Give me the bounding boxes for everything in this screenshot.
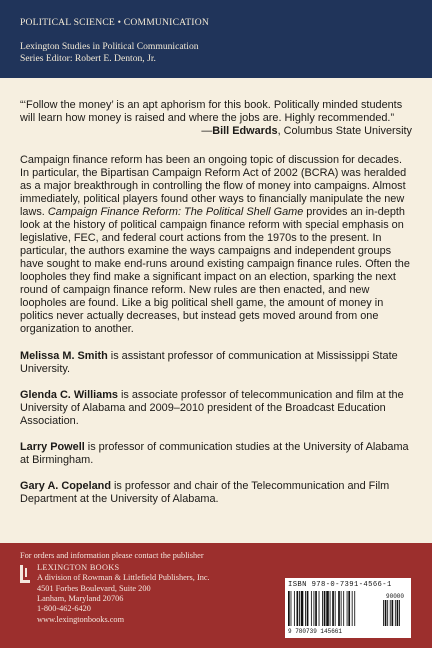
address-line: Lanham, Maryland 20706	[37, 594, 124, 604]
attribution-dash: —	[201, 125, 213, 137]
subject-category: POLITICAL SCIENCE • COMMUNICATION	[20, 17, 209, 28]
series-info	[20, 41, 199, 65]
author-bio	[20, 389, 412, 428]
publisher-name: LEXINGTON BOOKS	[37, 563, 120, 572]
author-name: Larry Powell	[20, 441, 85, 453]
address-line: 4501 Forbes Boulevard, Suite 200	[37, 584, 151, 593]
header-band	[0, 0, 432, 78]
author-name: Melissa M. Smith	[20, 350, 108, 362]
publisher-website: www.lexingtonbooks.com	[37, 614, 125, 624]
book-description	[20, 154, 412, 336]
isbn-barcode	[285, 578, 411, 638]
publisher-division: A division of Rowman & Littlefield Publishers, Inc.	[37, 573, 210, 583]
address-line: 1-800-462-6420	[37, 604, 91, 614]
author-bio-text: is assistant professor of communication at Mississippi State University.	[20, 350, 398, 375]
series-title: Lexington Studies in Political Communication	[20, 41, 199, 52]
publisher-info	[37, 563, 210, 583]
description-intro: Campaign finance reform has been an ongoing topic of discussion for decades. In particular, the Bipartisan Campaign Reform Act of 2002 (BCRA) was heralded as a major breakthrough in controlling the flow of money into campaigns. Almost immediately, political players found other ways to financially manipulate the new laws.	[20, 154, 407, 218]
barcode-digits: 9 780739 145661	[288, 628, 343, 635]
order-info: For orders and information please contact the publisher	[20, 551, 204, 560]
author-bio-text: is professor of communication studies at the University of Alabama at Birmingham.	[20, 441, 409, 466]
cover-text	[20, 99, 412, 519]
endorsement-attribution	[20, 125, 412, 138]
author-bio	[20, 350, 412, 376]
publisher-logo-icon	[20, 565, 30, 583]
author-name: Glenda C. Williams	[20, 389, 118, 401]
author-name: Gary A. Copeland	[20, 480, 111, 492]
barcode-icon	[288, 591, 408, 628]
endorser-name: Bill Edwards	[212, 125, 278, 137]
author-bio	[20, 441, 412, 467]
author-bio-text: is associate professor of telecommunication and film at the University of Alabama and 2009–2010 president of the Broadcast Education Association.	[20, 389, 404, 427]
series-editor: Series Editor: Robert E. Denton, Jr.	[20, 53, 156, 64]
book-title: Campaign Finance Reform: The Political Shell Game	[47, 206, 304, 218]
author-bio-text: is professor and chair of the Telecommunication and Film Department at the University of Alabama.	[20, 480, 390, 505]
price-code: 90000	[386, 593, 405, 600]
publisher-address	[37, 584, 151, 625]
endorsement-quote: “‘Follow the money’ is an apt aphorism for this book. Politically minded students will learn how money is raised and where the jobs are. Highly recommended.”	[20, 99, 403, 124]
endorser-affiliation: , Columbus State University	[277, 125, 412, 137]
author-bio	[20, 480, 412, 506]
isbn-label: ISBN 978-0-7391-4566-1	[288, 581, 392, 589]
description-body: provides an in-depth look at the history of political campaign finance reform with special emphasis on legislative, FEC, and federal court actions from the 1970s to the present. In particular, the authors examine the ways campaigns and independent groups have sought to make end-runs around existing campaign finance rules. Often the loopholes they find make a significant impact on an election, sparking the next round of campaign finance reform. New rules are then enacted, and new loopholes are found. Like a big political shell game, the amount of money in politics never actually decreases, but instead gets moved around from one organization to another.	[20, 206, 410, 335]
